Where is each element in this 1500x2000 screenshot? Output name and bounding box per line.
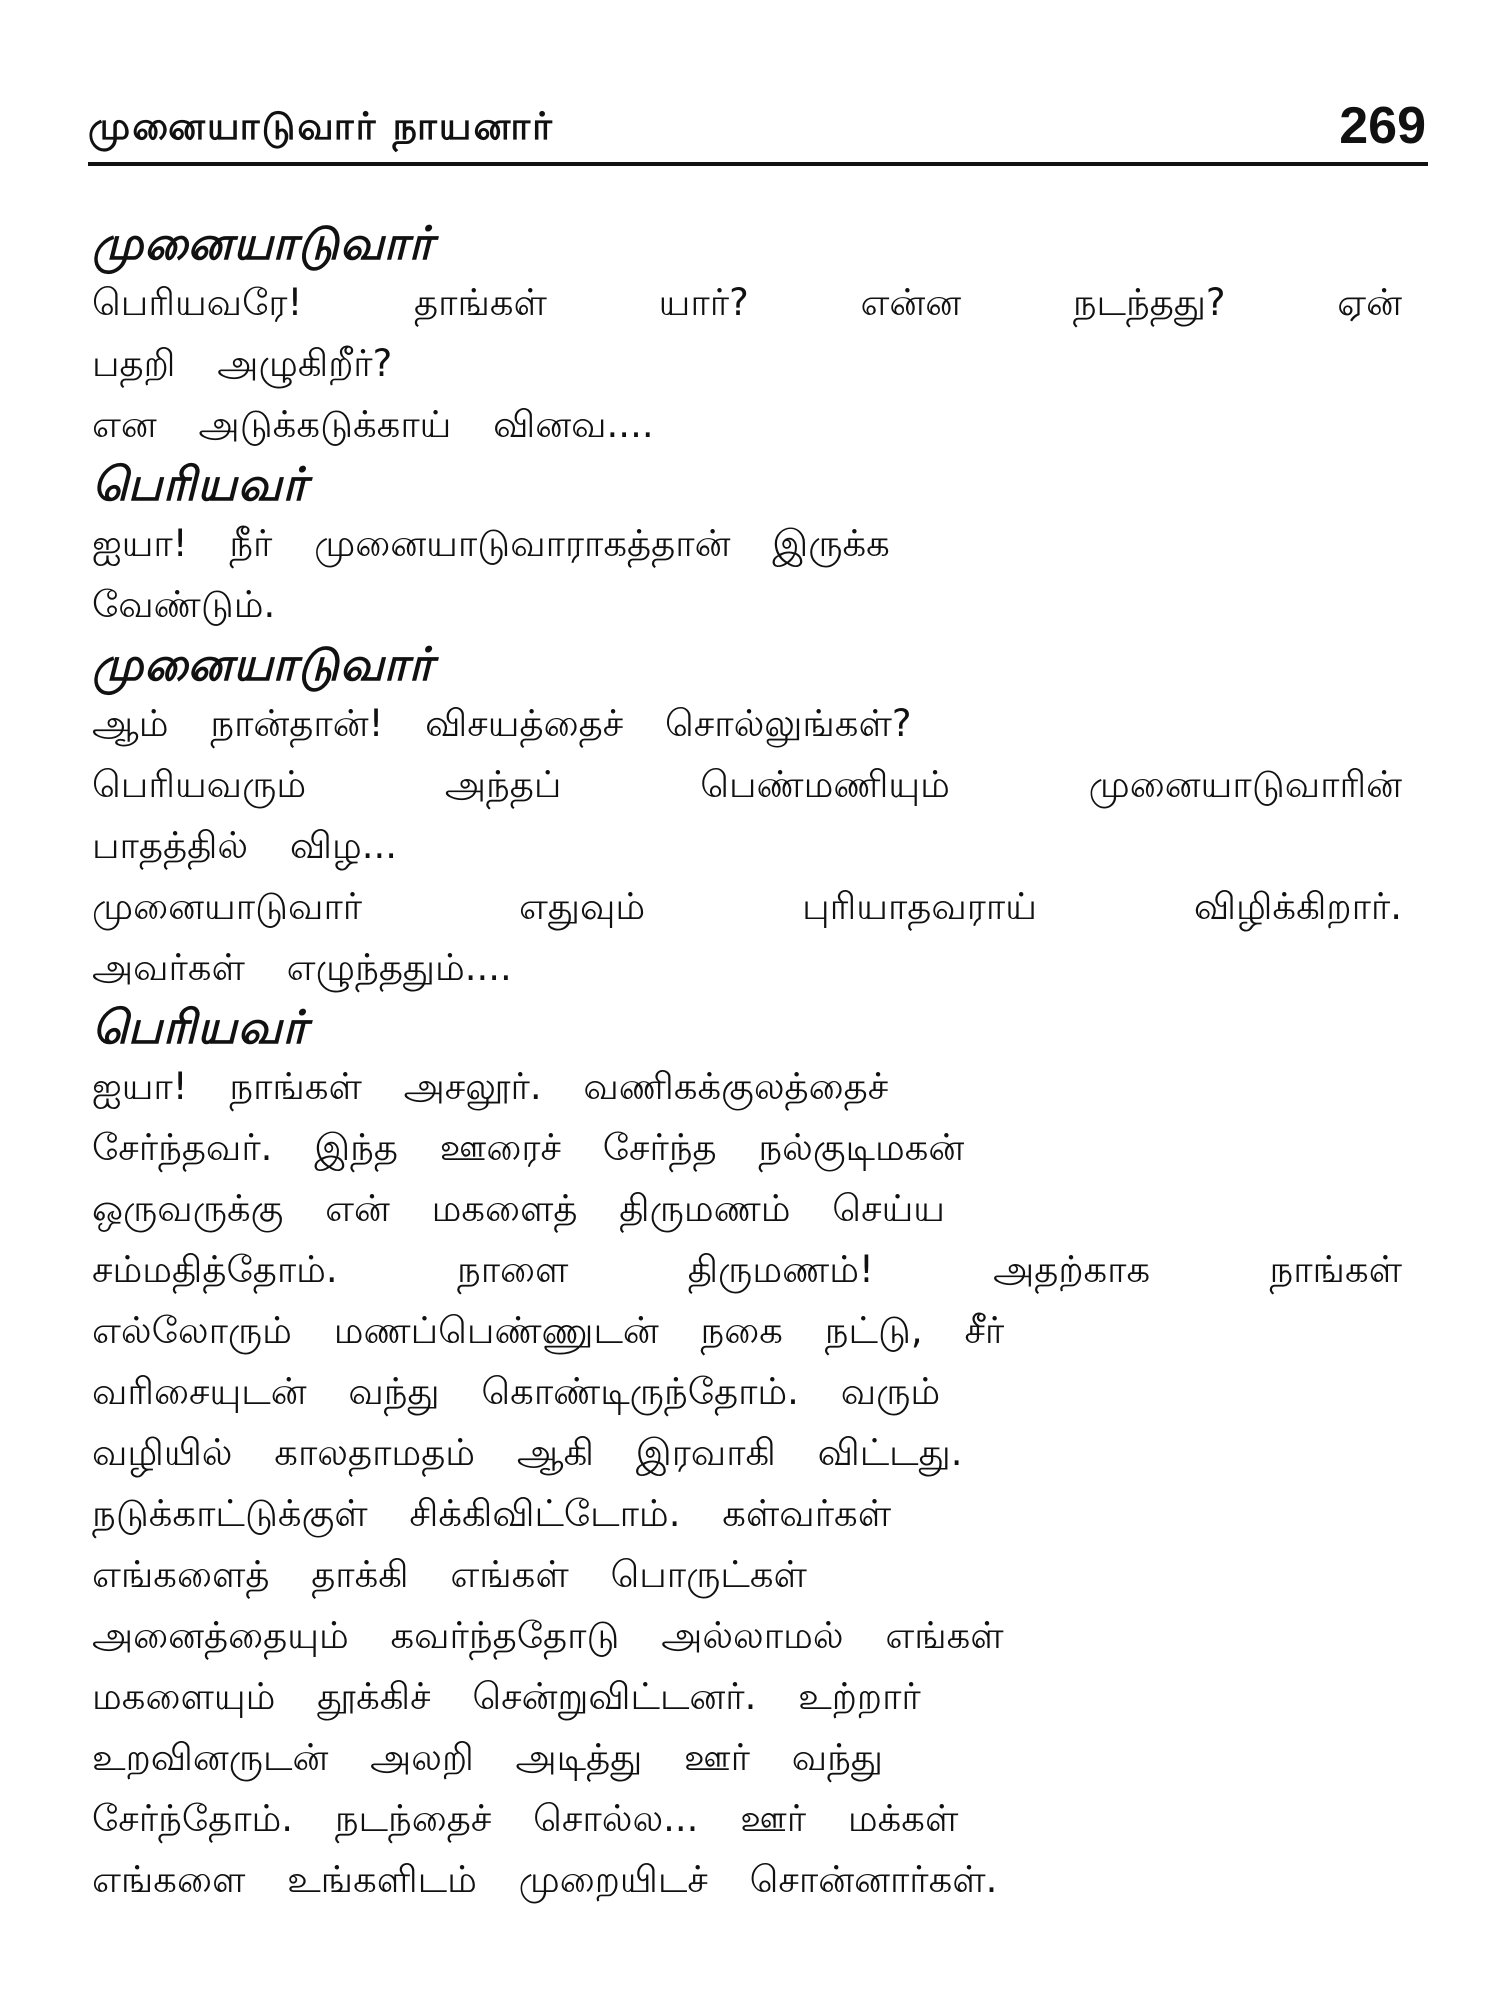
dialogue-line: உறவினருடன் அலறி அடித்து ஊர் வந்து	[92, 1736, 883, 1779]
speaker-name: முனையாடுவார்	[92, 216, 434, 270]
dialogue-line: சேர்ந்தவர். இந்த ஊரைச் சேர்ந்த நல்குடிமகன்	[92, 1126, 965, 1169]
dialogue-line: வழியில் காலதாமதம் ஆகி இரவாகி விட்டது.	[92, 1431, 963, 1474]
dialogue-line: சம்மதித்தோம். நாளை திருமணம்! அதற்காக நாங்கள்	[92, 1248, 1402, 1291]
dialogue-line: சேர்ந்தோம். நடந்தைச் சொல்ல... ஊர் மக்கள்	[92, 1797, 959, 1840]
running-title: முனையாடுவார் நாயனார்	[88, 104, 555, 148]
dialogue-line: வேண்டும்.	[92, 583, 276, 626]
speaker-name: முனையாடுவார்	[92, 637, 434, 691]
dialogue-line: பெரியவரும் அந்தப் பெண்மணியும் முனையாடுவாரின்	[92, 763, 1402, 806]
dialogue-line: எங்களைத் தாக்கி எங்கள் பொருட்கள்	[92, 1553, 807, 1596]
speaker-name: பெரியவர்	[92, 1000, 308, 1054]
dialogue-line: அனைத்தையும் கவர்ந்ததோடு அல்லாமல் எங்கள்	[92, 1614, 1004, 1657]
page-number: 269	[1339, 97, 1426, 155]
page-body	[92, 214, 1432, 1910]
header-rule	[88, 162, 1428, 166]
dialogue-line: முனையாடுவார் எதுவும் புரியாதவராய் விழிக்கிறார்.	[92, 885, 1402, 928]
dialogue-line: வரிசையுடன் வந்து கொண்டிருந்தோம். வரும்	[92, 1370, 941, 1413]
dialogue-line: அவர்கள் எழுந்ததும்....	[92, 946, 512, 989]
dialogue-line: நடுக்காட்டுக்குள் சிக்கிவிட்டோம். கள்வர்கள்	[92, 1492, 892, 1535]
dialogue-line: எங்களை உங்களிடம் முறையிடச் சொன்னார்கள்.	[92, 1858, 998, 1901]
dialogue-line: பாதத்தில் விழ...	[92, 824, 398, 867]
dialogue-line: மகளையும் தூக்கிச் சென்றுவிட்டனர். உற்றார்	[92, 1675, 921, 1718]
dialogue-line: பதறி அழுகிறீர்?	[92, 342, 393, 385]
dialogue-line: ஆம் நான்தான்! விசயத்தைச் சொல்லுங்கள்?	[92, 702, 912, 745]
dialogue-line: எல்லோரும் மணப்பெண்ணுடன் நகை நட்டு, சீர்	[92, 1309, 1005, 1352]
dialogue-line: என அடுக்கடுக்காய் வினவ....	[92, 403, 654, 446]
dialogue-line: பெரியவரே! தாங்கள் யார்? என்ன நடந்தது? ஏன்	[92, 281, 1402, 324]
dialogue-line: ஐயா! நாங்கள் அசலூர். வணிகக்குலத்தைச்	[92, 1065, 889, 1108]
dialogue-line: ஐயா! நீர் முனையாடுவாராகத்தான் இருக்க	[92, 522, 890, 565]
speaker-name: பெரியவர்	[92, 457, 308, 511]
dialogue-line: ஒருவருக்கு என் மகளைத் திருமணம் செய்ய	[92, 1187, 946, 1230]
